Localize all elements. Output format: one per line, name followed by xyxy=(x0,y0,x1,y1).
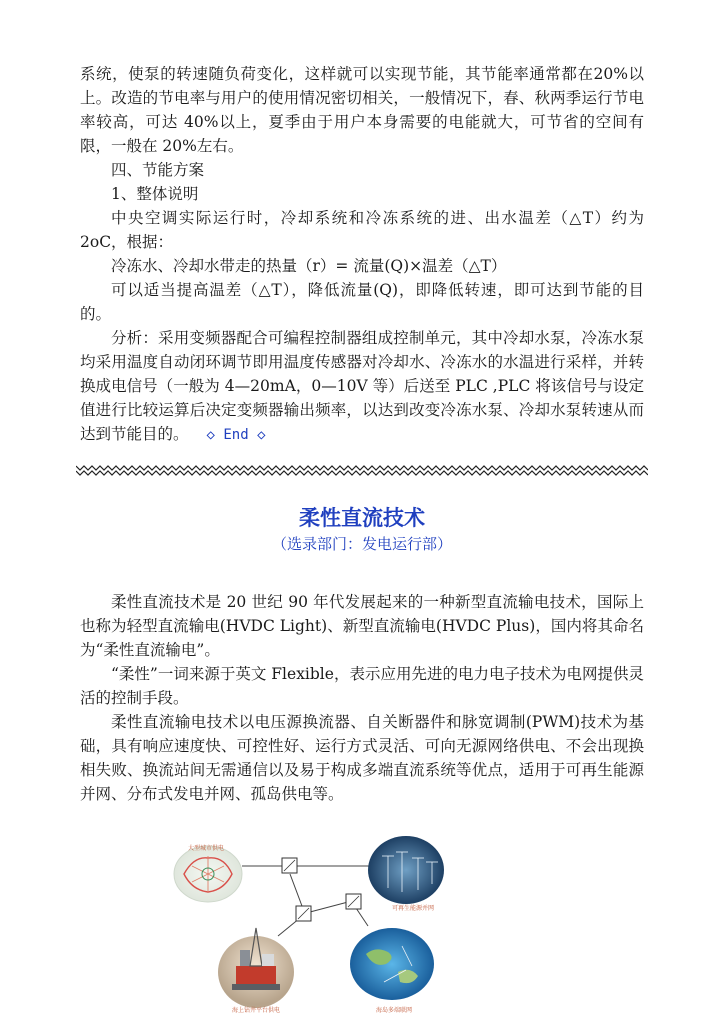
island-network-node xyxy=(350,928,434,1014)
paragraph: 柔性直流输电技术以电压源换流器、自关断器件和脉宽调制(PWM)技术为基础，具有响应速度快、可控性好、运行方式灵活、可向无源网络供电、不会出现换相失败、换流站间无需通信以及易于构成多端直流系统等优点，适用于可再生能源并网、分布式发电并网、孤岛供电等。 xyxy=(80,713,644,803)
paragraph-analysis xyxy=(80,326,644,447)
label-oil-rig: 海上钻井平台供电 xyxy=(232,1007,281,1014)
paragraph: 中央空调实际运行时，冷却系统和冷冻系统的进、出水温差（△T）约为 2oC，根据： xyxy=(80,209,644,251)
article-title: 柔性直流技术 xyxy=(299,506,425,530)
paragraph: “柔性”一词来源于英文 Flexible，表示应用先进的电力电子技术为电网提供灵活的控制手段。 xyxy=(80,665,644,707)
wind-farm-node xyxy=(368,836,444,912)
end-mark: ◇ End ◇ xyxy=(206,427,266,443)
label-city-grid: 大型城市供电 xyxy=(188,845,225,852)
section-energy-saving xyxy=(80,62,644,447)
section-flexible-dc xyxy=(80,590,644,806)
formula-line: 冷冻水、冷却水带走的热量（r）= 流量(Q)×温差（△T） xyxy=(111,257,507,275)
article-subtitle: （选录部门：发电运行部） xyxy=(271,535,452,553)
paragraph: 可以适当提高温差（△T），降低流量(Q)，即降低转速，即可达到节能的目的。 xyxy=(80,281,644,323)
paragraph: 柔性直流技术是 20 世纪 90 年代发展起来的一种新型直流输电技术，国际上也称为轻型直流输电(HVDC Light)、新型直流输电(HVDC Plus)，国内将其命名为“柔性直流输电”。 xyxy=(80,593,644,659)
oil-rig-node xyxy=(218,928,294,1014)
paragraph: 系统，使泵的转速随负荷变化，这样就可以实现节能，其节能率通常都在20%以上。改造的节电率与用户的使用情况密切相关，一般情况下，春、秋两季运行节电率较高，可达 40%以上，夏季由于用户本身需要的电能就大，可节省的空间有限，一般在 20%左右。 xyxy=(80,65,644,155)
hvdc-diagram-figure xyxy=(170,826,460,1016)
label-island-network: 海岛多端联网 xyxy=(376,1007,413,1014)
label-renewables: 可再生能源并网 xyxy=(392,905,435,912)
analysis-text: 分析：采用变频器配合可编程控制器组成控制单元，其中冷却水泵，冷冻水泵均采用温度自动闭环调节即用温度传感器对冷却水、冷冻水的水温进行采样，并转换成电信号（一般为 4—20mA，0—10V 等）后送至 PLC ,PLC 将该信号与设定值进行比较运算后决定变频器输出频率，以达到改变冷冻水泵、冷却水泵转速从而达到节能目的。 xyxy=(80,329,644,443)
wavy-divider xyxy=(76,462,648,478)
city-grid-node xyxy=(174,844,242,902)
subheading-overview: 1、整体说明 xyxy=(111,185,199,203)
converter-station-icons xyxy=(282,858,361,921)
heading-energy-plan: 四、节能方案 xyxy=(111,161,205,179)
